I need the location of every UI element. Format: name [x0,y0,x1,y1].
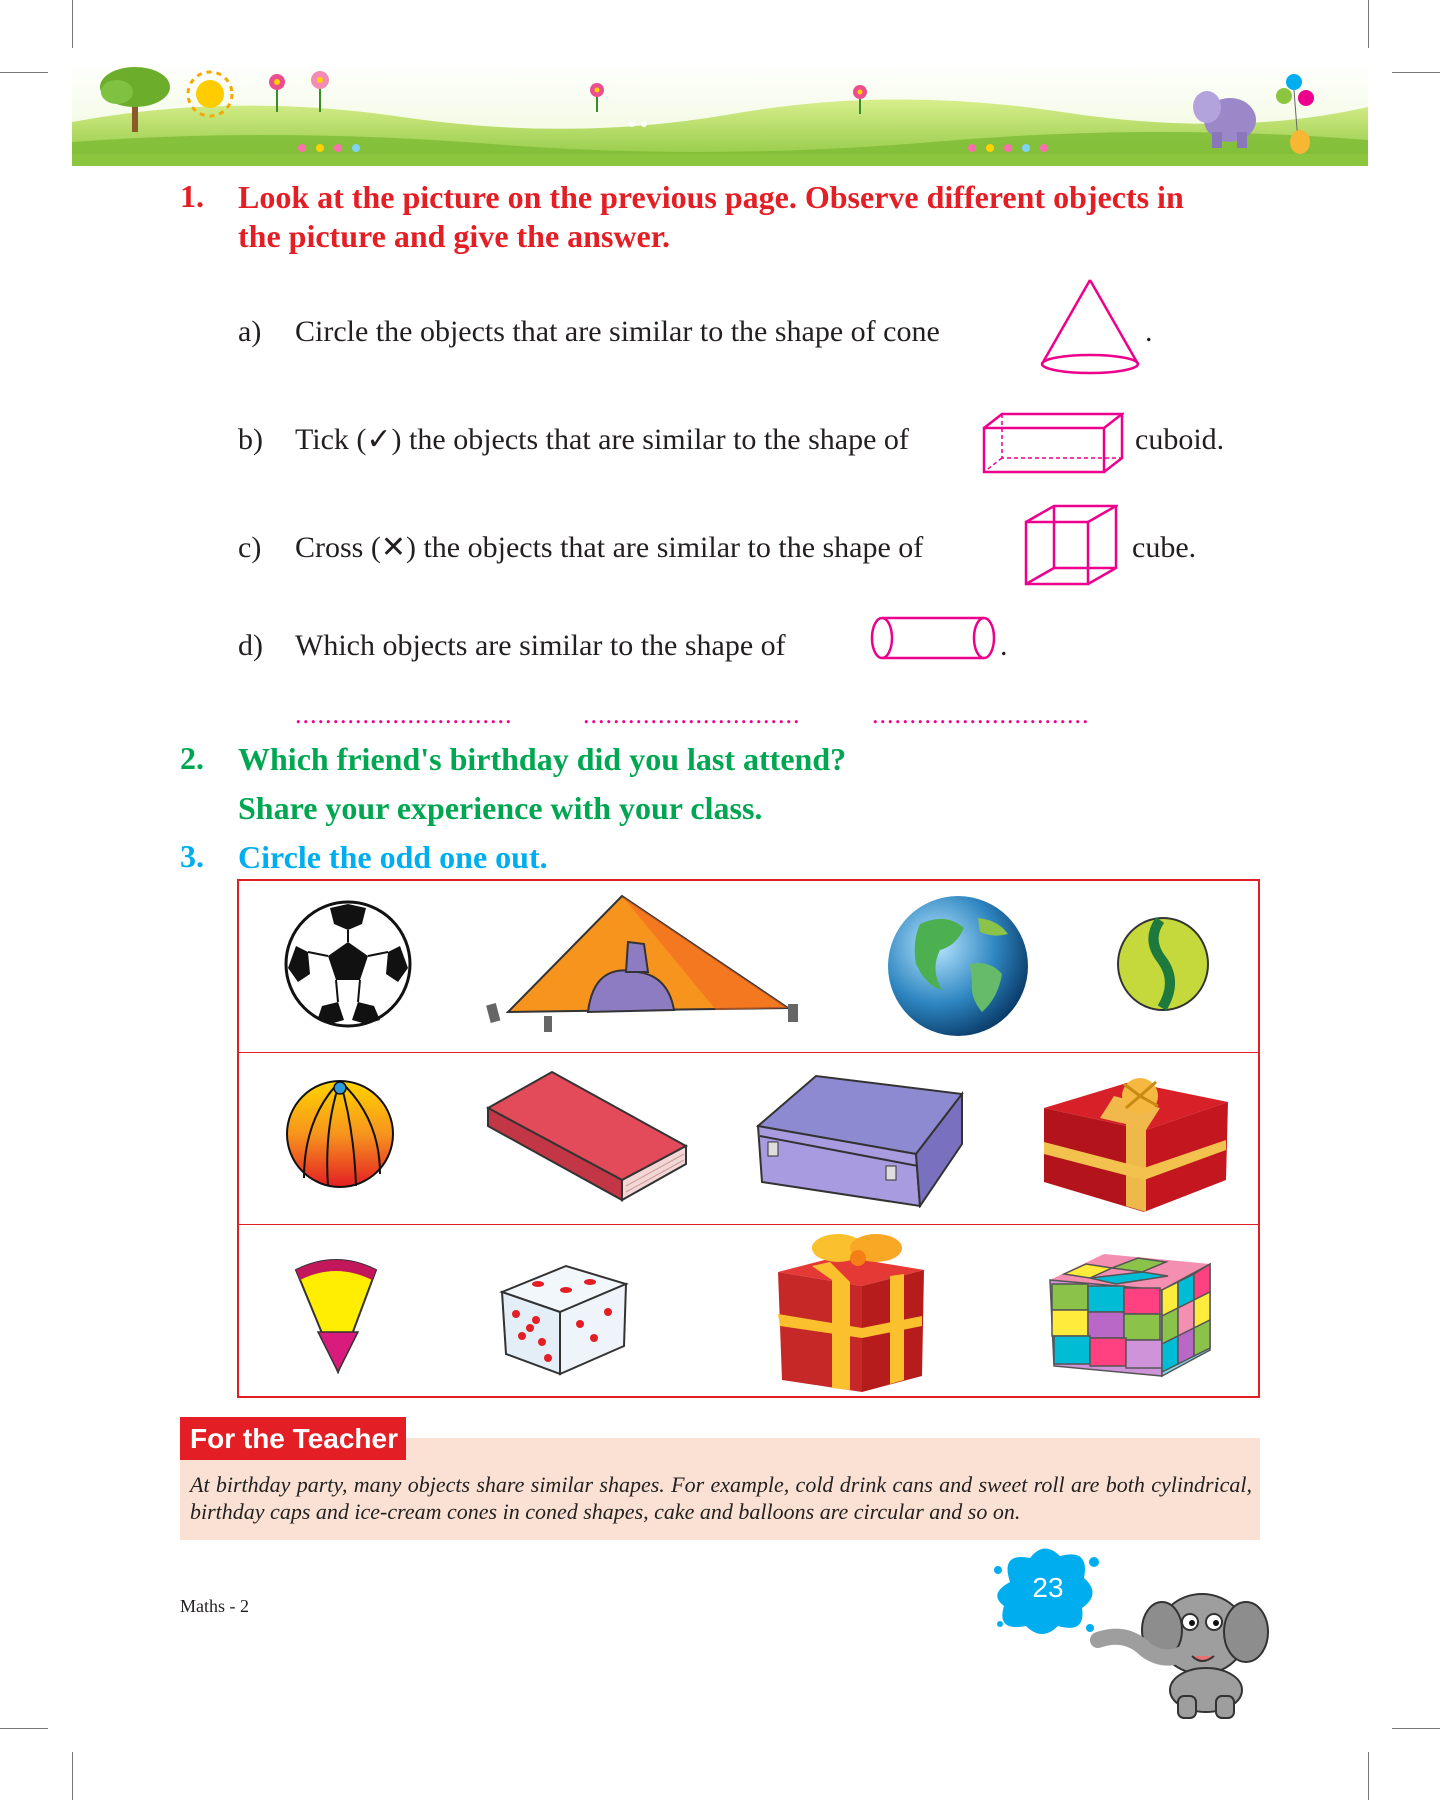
question-1-line-1: Look at the picture on the previous page. Observe different objects in [238,179,1184,215]
cone-shape-icon [1038,276,1142,380]
wrapped-gift-icon[interactable] [772,1230,930,1394]
sub-question-a-text: Circle the objects that are similar to the shape of cone [295,315,940,348]
sub-question-b-text: Tick (✓) the objects that are similar to the shape of [295,423,909,456]
question-1-line-2: the picture and give the answer. [238,218,670,254]
crop-mark [72,0,73,48]
page-number: 23 [1032,1572,1064,1603]
tent-icon[interactable] [478,892,802,1042]
grid-divider [239,1052,1258,1053]
answer-blank[interactable]: ............................. [295,700,513,729]
football-icon[interactable] [282,898,414,1030]
sub-question-d-end: . [1000,629,1008,662]
answer-blank[interactable]: ............................. [583,700,801,729]
question-2-line-1: Which friend's birthday did you last attend? [238,741,847,777]
crop-mark [1368,1752,1369,1800]
globe-icon[interactable] [886,894,1030,1038]
dice-icon[interactable] [498,1262,630,1378]
ice-cream-slice-icon[interactable] [292,1256,380,1374]
grid-divider [239,1224,1258,1225]
striped-ball-icon[interactable] [284,1078,396,1190]
sub-question-b-end: cuboid. [1135,423,1225,456]
sub-question-c-label: c) [238,531,262,564]
cylinder-shape-icon [870,614,998,662]
tennis-ball-icon[interactable] [1116,916,1210,1012]
rubiks-cube-icon[interactable] [1046,1250,1214,1378]
teacher-note-label: For the Teacher [180,1417,406,1460]
crop-mark [0,72,48,73]
elephant-mascot-icon [1086,1560,1272,1720]
cuboid-shape-icon [982,412,1124,476]
sub-question-c-end: cube. [1132,531,1197,564]
crop-mark [1392,72,1440,73]
crop-mark [1368,0,1369,48]
sub-question-a-label: a) [238,315,262,348]
question-1-number: 1. [180,178,204,214]
cube-shape-icon [1024,504,1118,586]
crop-mark [0,1728,48,1729]
suitcase-box-icon[interactable] [756,1074,966,1208]
question-3-number: 3. [180,838,204,874]
teacher-note-text: At birthday party, many objects share similar shapes. For example, cold drink cans and sweet roll are both cylindrical, birthday caps and ice-cream cones in coned shapes, cake and balloons are circular and so on. [190,1472,1252,1524]
header-banner [72,62,1368,166]
book-icon[interactable] [480,1068,690,1204]
book-title-footer: Maths - 2 [180,1596,249,1616]
sub-question-c-text: Cross (✕) the objects that are similar to the shape of [295,531,924,564]
sub-question-d-label: d) [238,629,263,662]
crop-mark [72,1752,73,1800]
answer-blank[interactable]: ............................. [872,700,1090,729]
sub-question-d-text: Which objects are similar to the shape of [295,629,786,662]
question-2-number: 2. [180,740,204,776]
sub-question-b-label: b) [238,423,263,456]
gift-box-icon[interactable] [1040,1072,1232,1214]
question-3-text: Circle the odd one out. [238,839,548,875]
crop-mark [1392,1728,1440,1729]
question-2-line-2: Share your experience with your class. [238,790,763,826]
sub-question-a-end: . [1145,315,1153,348]
